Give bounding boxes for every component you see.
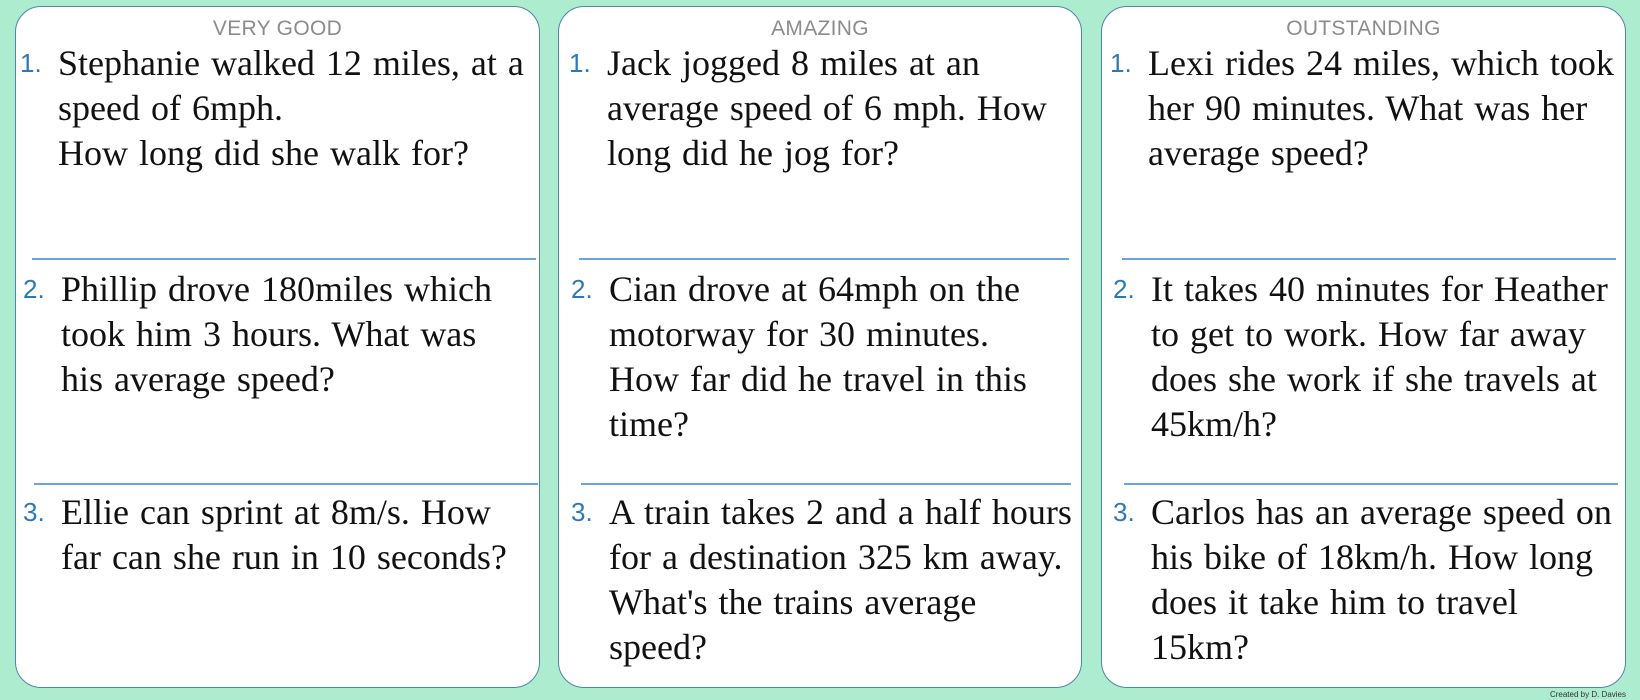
- card-title: VERY GOOD: [212, 17, 343, 40]
- question-number: 1.: [20, 48, 42, 78]
- question-2: [571, 267, 1041, 447]
- question-2: [23, 267, 528, 402]
- question-number: 3.: [1113, 497, 1135, 527]
- question-number: 1.: [1110, 48, 1132, 78]
- divider: [579, 258, 1069, 260]
- question-text: A train takes 2 and a half hours for a destination 325 km away. What's the trains average speed?: [609, 492, 1072, 667]
- card-amazing: [558, 6, 1082, 688]
- question-text: Stephanie walked 12 miles, at a speed of 6mph. How long did she walk for?: [58, 43, 524, 173]
- question-text: It takes 40 minutes for Heather to get to work. How far away does she work if she travels at 45km/h?: [1151, 269, 1608, 444]
- question-3: [23, 490, 528, 580]
- question-number: 1.: [569, 48, 591, 78]
- credit-text: Created by D. Davies: [1549, 690, 1626, 699]
- question-text: Lexi rides 24 miles, which took her 90 minutes. What was her average speed?: [1148, 43, 1614, 173]
- divider: [1124, 483, 1618, 485]
- card-title: OUTSTANDING: [1286, 17, 1441, 40]
- question-2: [1113, 267, 1623, 447]
- question-text: Jack jogged 8 miles at an average speed of 6 mph. How long did he jog for?: [607, 43, 1047, 173]
- question-number: 3.: [571, 497, 593, 527]
- question-text: Cian drove at 64mph on the motorway for 30 minutes. How far did he travel in this time?: [609, 269, 1027, 444]
- question-3: [571, 490, 1081, 670]
- question-text: Phillip drove 180miles which took him 3 hours. What was his average speed?: [61, 269, 492, 399]
- question-1: [1110, 41, 1620, 176]
- question-number: 2.: [23, 274, 45, 304]
- card-title: AMAZING: [771, 17, 869, 40]
- divider: [32, 258, 536, 260]
- question-number: 2.: [571, 274, 593, 304]
- card-very-good: [15, 6, 540, 688]
- divider: [34, 483, 538, 485]
- divider: [1122, 258, 1616, 260]
- question-text: Ellie can sprint at 8m/s. How far can she run in 10 seconds?: [61, 492, 507, 577]
- card-outstanding: [1101, 6, 1626, 688]
- question-text: Carlos has an average speed on his bike of 18km/h. How long does it take him to travel 15km?: [1151, 492, 1612, 667]
- question-number: 3.: [23, 497, 45, 527]
- question-number: 2.: [1113, 274, 1135, 304]
- question-1: [20, 41, 530, 176]
- question-1: [569, 41, 1069, 176]
- question-3: [1113, 490, 1625, 670]
- divider: [581, 483, 1071, 485]
